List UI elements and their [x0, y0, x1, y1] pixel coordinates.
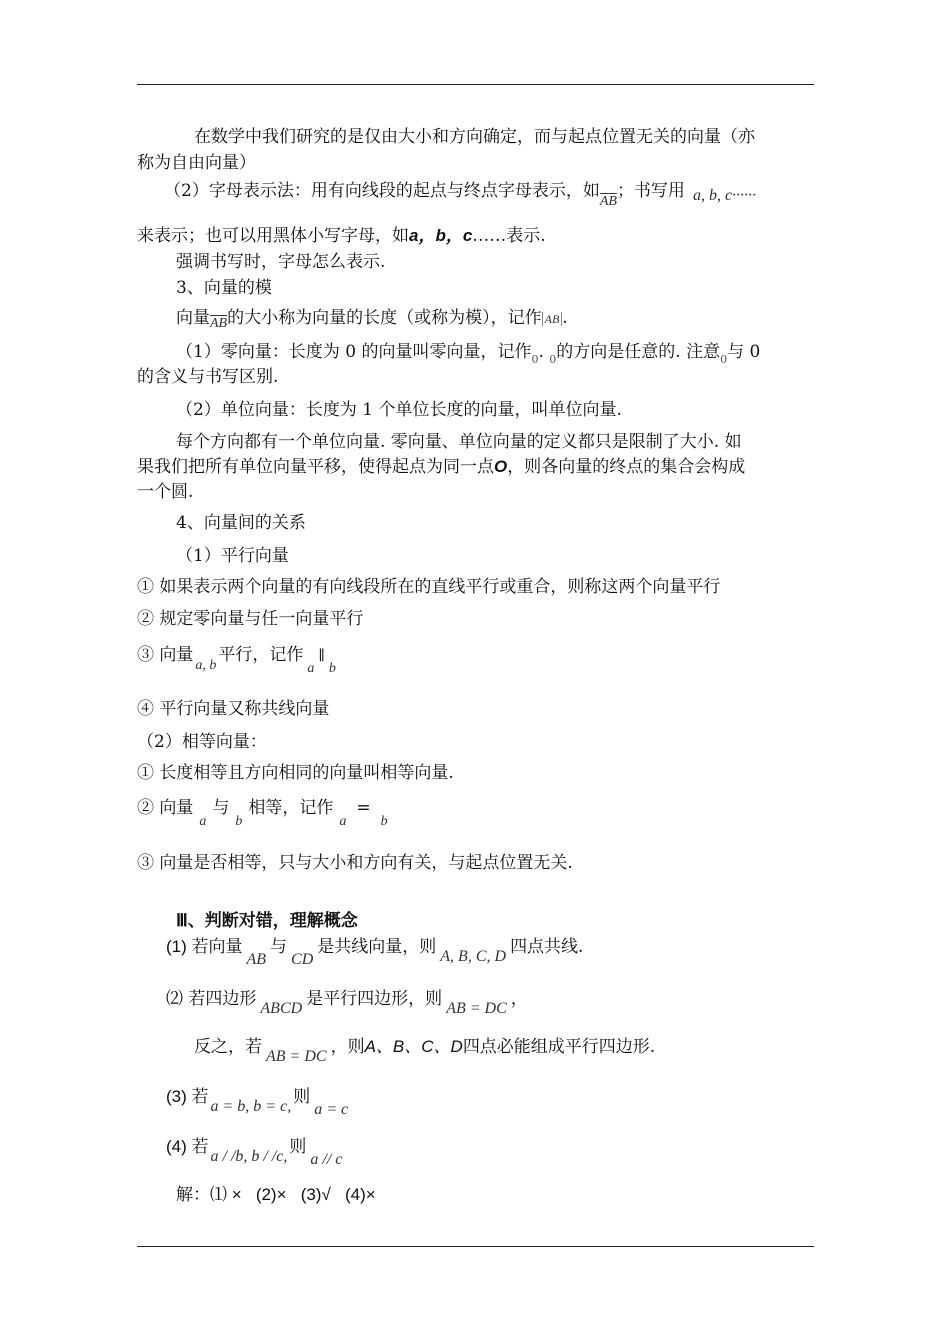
paragraph-unit-vector	[176, 399, 622, 421]
footer-rule	[137, 1246, 814, 1247]
vector-a: a	[307, 661, 315, 676]
text: 与	[212, 798, 230, 818]
vector-ab-abs: AB	[542, 312, 563, 326]
item-equal-1	[137, 762, 454, 784]
text: ；书写用	[616, 181, 685, 201]
points: A, B, C, D	[440, 948, 507, 965]
text: .	[538, 342, 550, 362]
text: Ⅲ、判断对错，理解概念	[176, 911, 358, 930]
text: ，则	[330, 1037, 365, 1057]
vector-a: a	[199, 814, 207, 829]
heading-equal	[137, 731, 267, 753]
text: ⑵ 若四边形	[166, 989, 257, 1009]
text: 反之，若	[194, 1037, 262, 1057]
paragraph-unit-circle-end	[137, 481, 193, 503]
paragraph-zero-vector	[176, 341, 760, 365]
answer-label: 解：	[176, 1185, 210, 1205]
text: 3、向量的模	[176, 278, 272, 298]
header-rule	[137, 84, 814, 85]
text: 四点必能组成平行四边形.	[462, 1037, 656, 1057]
text: ，	[510, 989, 528, 1009]
vector-abc: a, b, c······	[692, 187, 757, 204]
text: （1）零向量：长度为 0 的向量叫零向量，记作	[176, 342, 532, 362]
item-equal-3	[137, 852, 573, 874]
parallel-symbol: ∥	[318, 648, 325, 664]
text: (1) 若向量	[166, 937, 243, 956]
points: A、B、C、D	[364, 1037, 463, 1056]
text: 向量	[176, 308, 210, 328]
vector-equation: AB = DC	[266, 1048, 327, 1065]
text: 与	[270, 937, 288, 957]
text: (3) 若	[166, 1087, 209, 1106]
question-3	[166, 1086, 349, 1118]
item-parallel-1	[137, 576, 720, 598]
text: 来表示；也可以用黑体小写字母，如	[137, 226, 409, 246]
text: （1）平行向量	[176, 546, 289, 566]
paragraph-letter-notation	[164, 180, 757, 209]
item-parallel-3	[137, 644, 336, 676]
item-equal-2	[137, 797, 388, 829]
paragraph-magnitude	[176, 307, 568, 331]
vector-equation: AB = DC	[446, 1000, 507, 1017]
vector-b: b	[328, 661, 336, 676]
text: ② 向量	[137, 798, 194, 818]
text: 平行，记作	[218, 645, 304, 665]
paragraph-free-vector	[194, 126, 755, 148]
zero-vector: 0	[549, 353, 557, 366]
paragraph-emphasis	[176, 251, 385, 273]
section-judgment-heading	[176, 910, 358, 932]
text: 四点共线.	[510, 937, 584, 957]
text: 称为自由向量）	[137, 153, 256, 173]
condition: a / /b, b / /c,	[210, 1148, 288, 1165]
text: ④ 平行向量又称共线向量	[137, 699, 330, 719]
paragraph-unit-circle-cont	[137, 456, 745, 478]
quadrilateral: ABCD	[260, 1000, 303, 1017]
question-2-converse	[194, 1036, 656, 1065]
text: ② 规定零向量与任一向量平行	[137, 609, 364, 629]
text: ③ 向量	[137, 645, 194, 665]
vector-a: a	[339, 814, 347, 829]
zero-vector: 0	[720, 353, 728, 366]
result: a = c	[314, 1101, 349, 1118]
text: (4) 若	[166, 1137, 209, 1156]
question-4	[166, 1136, 343, 1168]
answer-values: ⑴ × (2)× (3)√ (4)×	[210, 1185, 376, 1204]
item-parallel-2	[137, 608, 363, 630]
text: ① 长度相等且方向相同的向量叫相等向量.	[137, 763, 454, 783]
heading-relations	[176, 512, 306, 534]
paragraph-unit-circle	[176, 431, 742, 453]
text: 则	[289, 1137, 307, 1157]
text: （2）字母表示法：用有向线段的起点与终点字母表示，如	[164, 181, 600, 201]
vector-ab: AB	[246, 951, 267, 968]
paragraph-free-vector-cont	[137, 152, 256, 174]
text: ① 如果表示两个向量的有向线段所在的直线平行或重合，则称这两个向量平行	[137, 577, 721, 597]
text: ……表示.	[472, 226, 546, 246]
result: a // c	[310, 1151, 343, 1168]
vector-b: b	[380, 814, 388, 829]
text: 是共线向量，则	[317, 937, 437, 957]
text: 一个圆.	[137, 482, 194, 502]
text: 则	[293, 1087, 311, 1107]
text: 的方向是任意的. 注意	[556, 342, 721, 362]
answer-line	[176, 1184, 376, 1206]
vector-b: b	[235, 814, 243, 829]
text: （2）相等向量：	[137, 732, 267, 752]
equals-symbol: =	[356, 798, 371, 818]
heading-parallel	[176, 545, 289, 567]
heading-magnitude	[176, 277, 272, 299]
vector-ab: AB	[599, 194, 617, 209]
zero-vector: 0	[531, 353, 539, 366]
point-o: O	[494, 457, 508, 476]
text: 每个方向都有一个单位向量. 零向量、单位向量的定义都只是限制了大小. 如	[176, 432, 742, 452]
bold-letters: a，b，c	[409, 226, 473, 245]
question-2	[166, 988, 528, 1017]
item-parallel-4	[137, 698, 329, 720]
text: 是平行四边形，则	[306, 989, 443, 1009]
text: 的含义与书写区别.	[137, 367, 279, 387]
text: 的大小称为向量的长度（或称为模），记作	[227, 308, 542, 328]
text: 相等，记作	[248, 798, 334, 818]
question-1	[166, 936, 584, 968]
vector-cd: CD	[291, 951, 314, 968]
text: 果我们把所有单位向量平移，使得起点为同一点	[137, 457, 494, 477]
vector-ab: AB	[210, 316, 228, 331]
vectors-ab: a, b	[195, 658, 217, 673]
text: ③ 向量是否相等，只与大小和方向有关，与起点位置无关.	[137, 853, 573, 873]
text: 4、向量间的关系	[176, 513, 306, 533]
paragraph-letter-notation-cont	[137, 225, 546, 247]
text: .	[562, 308, 568, 328]
text: 强调书写时，字母怎么表示.	[176, 252, 386, 272]
text: ，则各向量的终点的集合会构成	[507, 457, 746, 477]
paragraph-zero-vector-cont	[137, 366, 278, 388]
text: 与 0	[727, 342, 761, 362]
condition: a = b, b = c,	[210, 1098, 292, 1115]
text: （2）单位向量：长度为 1 个单位长度的向量，叫单位向量.	[176, 400, 622, 420]
text: 在数学中我们研究的是仅由大小和方向确定，而与起点位置无关的向量（亦	[194, 127, 755, 147]
